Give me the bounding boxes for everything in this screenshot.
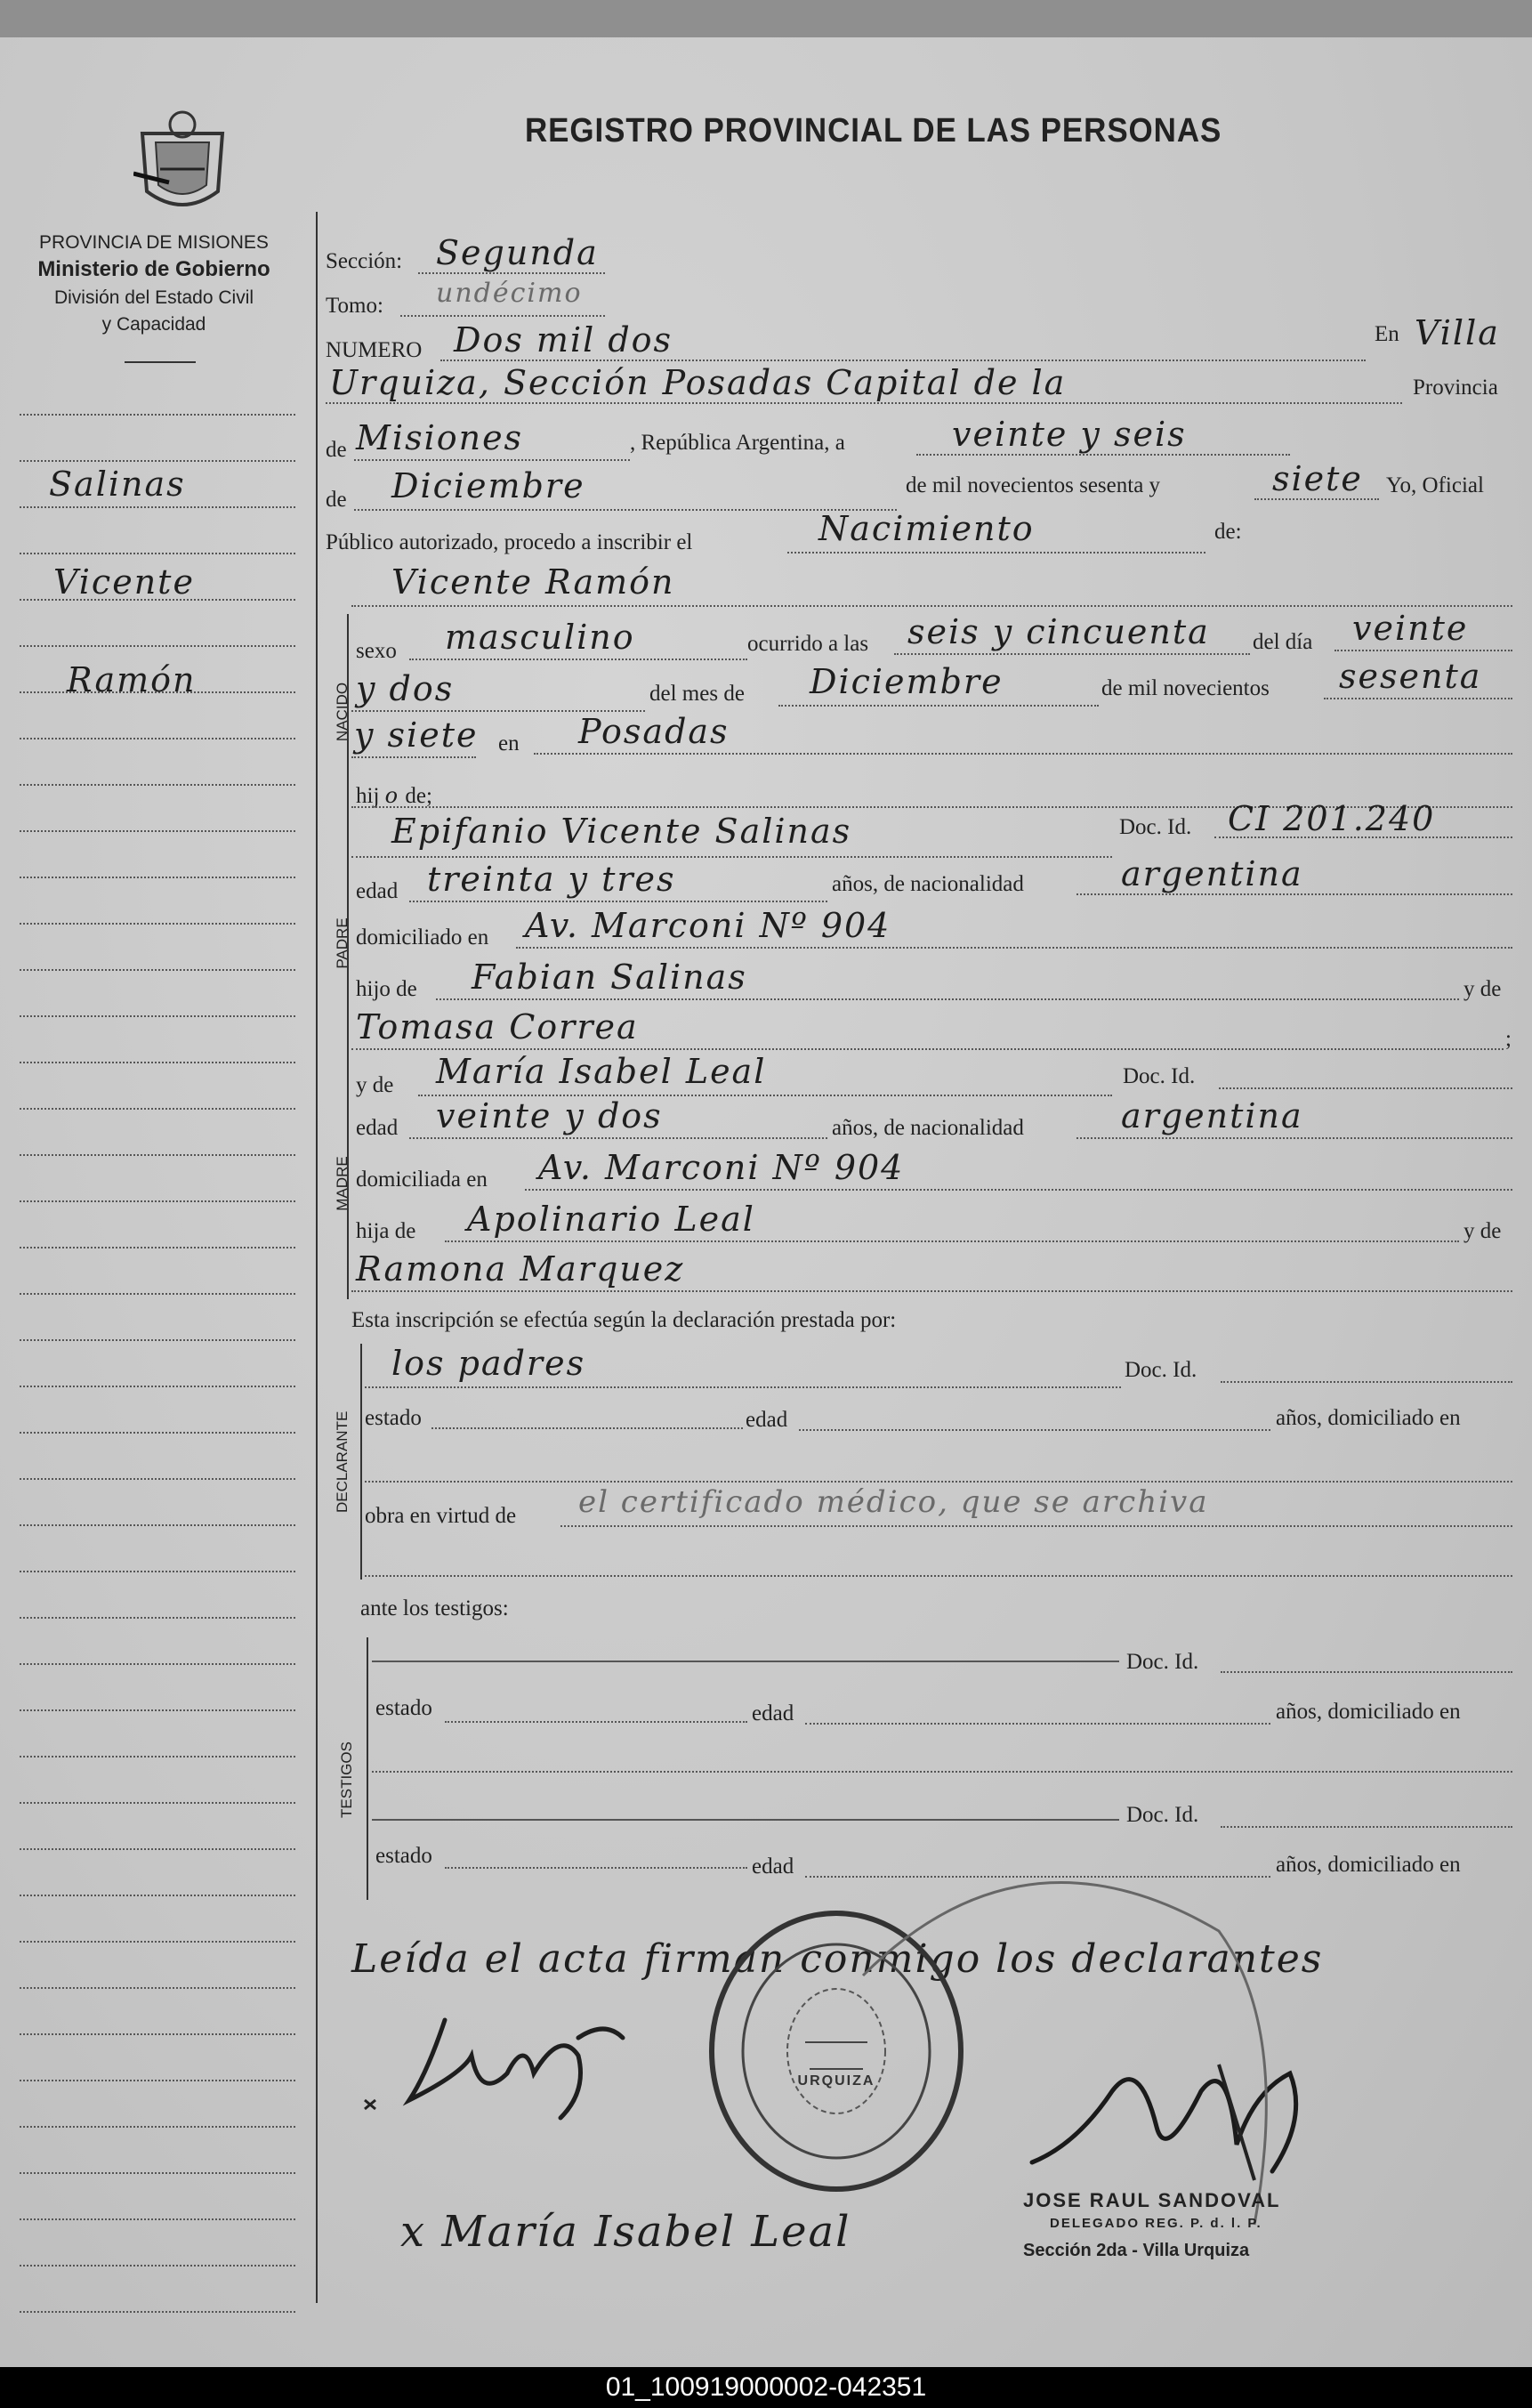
label-de2: de: [326, 488, 347, 512]
margin-rule: [20, 1015, 295, 1017]
margin-rule: [20, 1062, 295, 1063]
label-testigo1-edad: edad: [752, 1701, 794, 1725]
value-tomo: undécimo: [436, 278, 583, 309]
province-name: PROVINCIA DE MISIONES: [39, 232, 269, 253]
margin-rule: [20, 1293, 295, 1295]
label-yo-oficial: Yo, Oficial: [1386, 473, 1484, 497]
mother-signature: x María Isabel Leal: [400, 2207, 851, 2257]
margin-rule: [20, 1895, 295, 1896]
value-madre-nombre: María Isabel Leal: [436, 1052, 767, 1091]
label-de: de: [326, 438, 347, 462]
margin-rule: [20, 1386, 295, 1387]
value-obra: el certificado médico, que se archiva: [578, 1484, 1209, 1520]
value-fecha-ano: siete: [1272, 459, 1363, 498]
margin-rule: [20, 2218, 295, 2220]
value-padre-nombre: Epifanio Vicente Salinas: [391, 812, 852, 851]
value-padre-doc: CI 201.240: [1228, 799, 1436, 838]
value-numero: Dos mil dos: [454, 320, 673, 360]
label-madre-edad: edad: [356, 1116, 399, 1140]
value-cierre: Leída el acta firman conmigo los declarantes: [351, 1936, 1324, 1982]
margin-rule: [20, 923, 295, 925]
value-padre-edad: treinta y tres: [427, 860, 676, 899]
label-hijo: hij o de;: [356, 783, 432, 808]
margin-rule: [20, 1987, 295, 1989]
divider: [125, 361, 196, 363]
label-inscripcion: Esta inscripción se efectúa según la declaración prestada por:: [351, 1308, 897, 1332]
label-testigo2-anos: años, domiciliado en: [1276, 1853, 1461, 1877]
value-fecha-dia: veinte y seis: [952, 415, 1187, 454]
margin-rule: [20, 1802, 295, 1804]
label-madre-y-de: y de: [356, 1073, 394, 1097]
label-padre-y-de: y de: [1463, 977, 1502, 1001]
signatory-name: JOSE RAUL SANDOVAL: [1023, 2189, 1281, 2211]
section-nacido: NACIDO: [334, 682, 351, 742]
value-hora: seis y cincuenta: [907, 612, 1210, 651]
label-declarante-doc: Doc. Id.: [1125, 1358, 1197, 1382]
margin-rule: [20, 969, 295, 971]
value-ano-nac2: y siete: [354, 715, 479, 755]
value-seccion: Segunda: [436, 233, 599, 272]
margin-surname: Salinas: [49, 465, 186, 504]
value-dia-nac2: y dos: [356, 669, 455, 708]
margin-rule: [20, 460, 295, 462]
value-madre-nacionalidad: argentina: [1121, 1096, 1303, 1135]
value-dia-nac: veinte: [1352, 609, 1469, 648]
label-padre-edad: edad: [356, 879, 399, 903]
label-del-dia: del día: [1253, 630, 1313, 654]
margin-rule: [20, 1432, 295, 1434]
section-madre: MADRE: [334, 1156, 351, 1211]
label-declarante-estado: estado: [365, 1406, 422, 1430]
margin-rule: [20, 2080, 295, 2081]
margin-rule: [20, 1617, 295, 1619]
value-padre-nacionalidad: argentina: [1121, 854, 1303, 893]
margin-rule: [20, 2033, 295, 2035]
label-padre-hijo-de: hijo de: [356, 977, 417, 1001]
value-ano-nac: sesenta: [1339, 657, 1482, 696]
label-en: En: [1375, 322, 1399, 346]
margin-rule: [20, 1200, 295, 1202]
value-padre-y-de: Tomasa Correa: [356, 1007, 639, 1046]
signatory-section: Sección 2da - Villa Urquiza: [1023, 2241, 1250, 2260]
stamp-inner: URQUIZA: [797, 2073, 875, 2089]
margin-rule: [20, 2172, 295, 2174]
value-acto: Nacimiento: [818, 509, 1035, 548]
label-de-colon: de:: [1214, 520, 1242, 544]
margin-rule: [20, 1478, 295, 1480]
value-mes-nac: Diciembre: [810, 662, 1004, 701]
margin-rule: [20, 1941, 295, 1943]
label-testigo2-doc: Doc. Id.: [1126, 1803, 1199, 1827]
label-publico: Público autorizado, procedo a inscribir el: [326, 530, 693, 554]
value-declarante: los padres: [391, 1344, 586, 1383]
label-padre-domicilio: domiciliado en: [356, 925, 489, 949]
margin-rule: [20, 1848, 295, 1850]
margin-rule: [20, 553, 295, 554]
father-signature: [356, 2002, 641, 2127]
value-padre-hijo-de: Fabian Salinas: [472, 958, 747, 997]
margin-rule: [20, 2126, 295, 2128]
margin-rule: [20, 414, 295, 416]
label-seccion: Sección:: [326, 249, 403, 273]
label-padre-doc: Doc. Id.: [1119, 815, 1192, 839]
value-sexo: masculino: [445, 618, 635, 657]
margin-rule: [20, 2265, 295, 2267]
margin-rule: [20, 1247, 295, 1248]
label-madre-doc: Doc. Id.: [1123, 1064, 1196, 1088]
label-declarante-anos: años, domiciliado en: [1276, 1406, 1461, 1430]
main-border: [316, 212, 318, 2303]
value-lugar-nac: Posadas: [578, 712, 730, 751]
page-title: REGISTRO PROVINCIAL DE LAS PERSONAS: [524, 112, 1222, 149]
margin-rule: [20, 784, 295, 786]
value-lugar2: Urquiza, Sección Posadas Capital de la: [329, 363, 1067, 402]
margin-rule: [20, 1709, 295, 1711]
margin-rule: [20, 830, 295, 832]
margin-rule: [20, 645, 295, 647]
margin-rule: [20, 1756, 295, 1758]
label-tomo: Tomo:: [326, 294, 383, 318]
label-republica: , República Argentina, a: [630, 431, 845, 455]
label-obra: obra en virtud de: [365, 1504, 517, 1528]
margin-rule: [20, 506, 295, 508]
margin-first-name: Vicente: [53, 562, 195, 602]
label-padre-nacionalidad: años, de nacionalidad: [832, 872, 1024, 896]
file-caption: 01_100919000002-042351: [0, 2367, 1532, 2408]
label-declarante-edad: edad: [746, 1408, 788, 1432]
top-edge: [0, 0, 1532, 37]
label-provincia: Provincia: [1413, 376, 1498, 400]
label-testigo2-edad: edad: [752, 1854, 794, 1879]
label-testigo1-doc: Doc. Id.: [1126, 1650, 1199, 1674]
label-ante-testigos: ante los testigos:: [360, 1596, 509, 1620]
label-testigo1-anos: años, domiciliado en: [1276, 1700, 1461, 1724]
label-madre-hija-de: hija de: [356, 1219, 416, 1243]
division-name: División del Estado Civil: [53, 287, 254, 308]
label-madre-y-de2: y de: [1463, 1219, 1502, 1243]
value-madre-domicilio: Av. Marconi Nº 904: [538, 1148, 905, 1187]
label-numero: NUMERO: [326, 338, 423, 362]
label-testigo1-estado: estado: [375, 1696, 432, 1720]
section-declarante: DECLARANTE: [334, 1410, 351, 1513]
value-lugar: Villa: [1415, 313, 1500, 352]
margin-rule: [20, 1339, 295, 1341]
label-sesenta: de mil novecientos sesenta y: [906, 473, 1161, 497]
margin-rule: [20, 2311, 295, 2313]
value-madre-y-de: Ramona Marquez: [356, 1249, 685, 1289]
ministry-name: Ministerio de Gobierno: [37, 257, 270, 281]
value-padre-domicilio: Av. Marconi Nº 904: [525, 906, 891, 945]
value-madre-hija-de: Apolinario Leal: [467, 1200, 755, 1239]
value-madre-edad: veinte y dos: [436, 1096, 663, 1135]
label-madre-nacionalidad: años, de nacionalidad: [832, 1116, 1024, 1140]
value-fecha-mes: Diciembre: [391, 466, 585, 505]
label-testigo2-estado: estado: [375, 1844, 432, 1868]
label-sexo: sexo: [356, 639, 397, 663]
margin-rule: [20, 738, 295, 739]
margin-rule: [20, 1524, 295, 1526]
margin-rule: [20, 1571, 295, 1572]
label-del-mes: del mes de: [649, 682, 745, 706]
margin-rule: [20, 877, 295, 878]
label-mil-novecientos: de mil novecientos: [1101, 676, 1270, 700]
signatory-role: DELEGADO REG. P. d. l. P.: [1050, 2216, 1262, 2231]
section-padre: PADRE: [334, 917, 351, 969]
label-en2: en: [498, 731, 520, 756]
margin-second-name: Ramón: [67, 660, 197, 699]
label-madre-domicilio: domiciliada en: [356, 1168, 488, 1192]
margin-rule: [20, 1108, 295, 1110]
value-provincia: Misiones: [356, 418, 524, 457]
margin-rule: [20, 1154, 295, 1156]
coat-of-arms-icon: [133, 107, 231, 222]
label-ocurrido: ocurrido a las: [747, 632, 869, 656]
label-semicolon: ;: [1505, 1027, 1512, 1051]
margin-rule: [20, 1663, 295, 1665]
section-testigos: TESTIGOS: [338, 1741, 355, 1818]
capacity-name: y Capacidad: [101, 314, 206, 335]
value-nombre: Vicente Ramón: [391, 562, 675, 602]
